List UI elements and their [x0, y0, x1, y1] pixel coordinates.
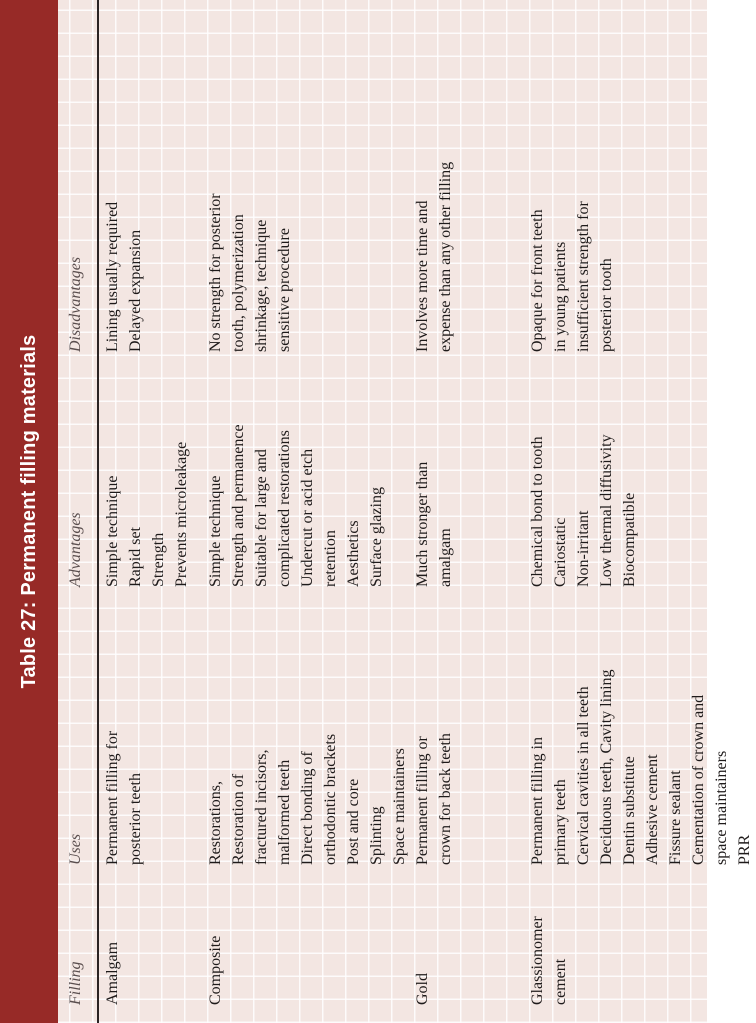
disadvantages-line: expense than any other filling — [437, 161, 454, 352]
uses-line: Splinting — [368, 806, 385, 865]
uses-line: crown for back teeth — [437, 733, 454, 865]
advantages-line: Aesthetics — [345, 520, 362, 587]
uses-line: Adhesive cement — [644, 754, 661, 865]
uses-line: orthodontic brackets — [322, 733, 339, 865]
advantages-line: complicated restorations — [276, 430, 293, 587]
uses-line: posterior teeth — [127, 773, 144, 865]
cell-advantages — [526, 434, 641, 587]
uses-line: Direct bonding of — [299, 751, 316, 865]
uses-line: Permanent filling or — [414, 736, 431, 865]
uses-line: Cervical cavities in all teeth — [575, 686, 592, 865]
uses-line: Cementation of crown and — [690, 694, 707, 865]
advantages-line: Strength — [150, 532, 167, 587]
advantages-line: retention — [322, 530, 339, 587]
advantages-line: Strength and permanence — [230, 424, 247, 587]
advantages-line: Biocompatible — [621, 492, 638, 587]
uses-line: malformed teeth — [276, 759, 293, 865]
advantages-line: Suitable for large and — [253, 449, 270, 587]
disadvantages-line: Involves more time and — [414, 200, 431, 352]
header-rule — [97, 0, 99, 1023]
disadvantages-line: posterior tooth — [598, 258, 615, 352]
disadvantages-line: Lining usually required — [104, 201, 121, 352]
disadvantages-line: tooth, polymerization — [230, 214, 247, 352]
uses-line: Space maintainers — [391, 748, 408, 865]
cell-filling — [101, 942, 124, 1005]
cell-filling — [526, 916, 572, 1005]
uses-line: fractured incisors, — [253, 749, 270, 865]
cell-filling — [411, 973, 434, 1005]
cell-disadvantages — [411, 162, 457, 352]
cell-advantages — [204, 424, 388, 587]
uses-line: Deciduous teeth, Cavity lining — [598, 669, 615, 865]
header-advantages: Advantages — [67, 512, 84, 587]
advantages-line: Rapid set — [127, 527, 144, 587]
cell-disadvantages — [204, 193, 296, 352]
cell-uses — [204, 734, 411, 865]
cell-uses — [411, 733, 457, 865]
advantages-line: Low thermal diffusivity — [598, 434, 615, 587]
filling-line: cement — [552, 958, 569, 1005]
uses-line: Dentin substitute — [621, 756, 638, 865]
cell-advantages — [411, 462, 457, 587]
advantages-line: Chemical bond to tooth — [529, 436, 546, 587]
filling-line: Gold — [414, 973, 431, 1005]
advantages-line: Simple technique — [104, 475, 121, 587]
cell-filling — [204, 936, 227, 1005]
disadvantages-line: No strength for posterior — [207, 193, 224, 352]
advantages-line: Non-irritant — [575, 510, 592, 587]
advantages-line: Cariostatic — [552, 517, 569, 587]
cell-uses — [526, 669, 756, 865]
cell-advantages — [101, 442, 193, 587]
cell-uses — [101, 731, 147, 865]
header-uses: Uses — [67, 833, 84, 865]
disadvantages-line: in young patients — [552, 241, 569, 352]
disadvantages-line: insufficient strength for — [575, 201, 592, 352]
advantages-line: amalgam — [437, 528, 454, 587]
advantages-line: Undercut or acid etch — [299, 448, 316, 587]
uses-line: space maintainers — [713, 750, 730, 865]
uses-line: Fissure sealant — [667, 770, 684, 865]
disadvantages-line: sensitive procedure — [276, 228, 293, 352]
header-filling: Filling — [67, 961, 84, 1005]
cell-disadvantages — [526, 201, 618, 352]
uses-line: Permanent filling for — [104, 730, 121, 865]
table-header-row — [58, 0, 98, 1023]
disadvantages-line: Opaque for front teeth — [529, 209, 546, 352]
uses-line: primary teeth — [552, 779, 569, 865]
filling-line: Glassionomer — [529, 916, 546, 1005]
advantages-line: Prevents microleakage — [173, 441, 190, 587]
table-title: Table 27: Permanent filling materials — [17, 334, 40, 689]
uses-line: PRR — [736, 834, 753, 865]
cell-disadvantages — [101, 202, 147, 352]
disadvantages-line: Delayed expansion — [127, 229, 144, 352]
advantages-line: Simple technique — [207, 475, 224, 587]
filling-line: Composite — [207, 935, 224, 1005]
header-disadvantages: Disadvantages — [67, 256, 84, 352]
uses-line: Permanent filling in — [529, 737, 546, 865]
advantages-line: Surface glazing — [368, 487, 385, 587]
table-title-banner — [0, 0, 58, 1023]
disadvantages-line: shrinkage, technique — [253, 219, 270, 352]
uses-line: Restoration of — [230, 773, 247, 865]
filling-line: Amalgam — [104, 941, 121, 1005]
advantages-line: Much stronger than — [414, 461, 431, 587]
uses-line: Restorations, — [207, 781, 224, 865]
uses-line: Post and core — [345, 778, 362, 865]
